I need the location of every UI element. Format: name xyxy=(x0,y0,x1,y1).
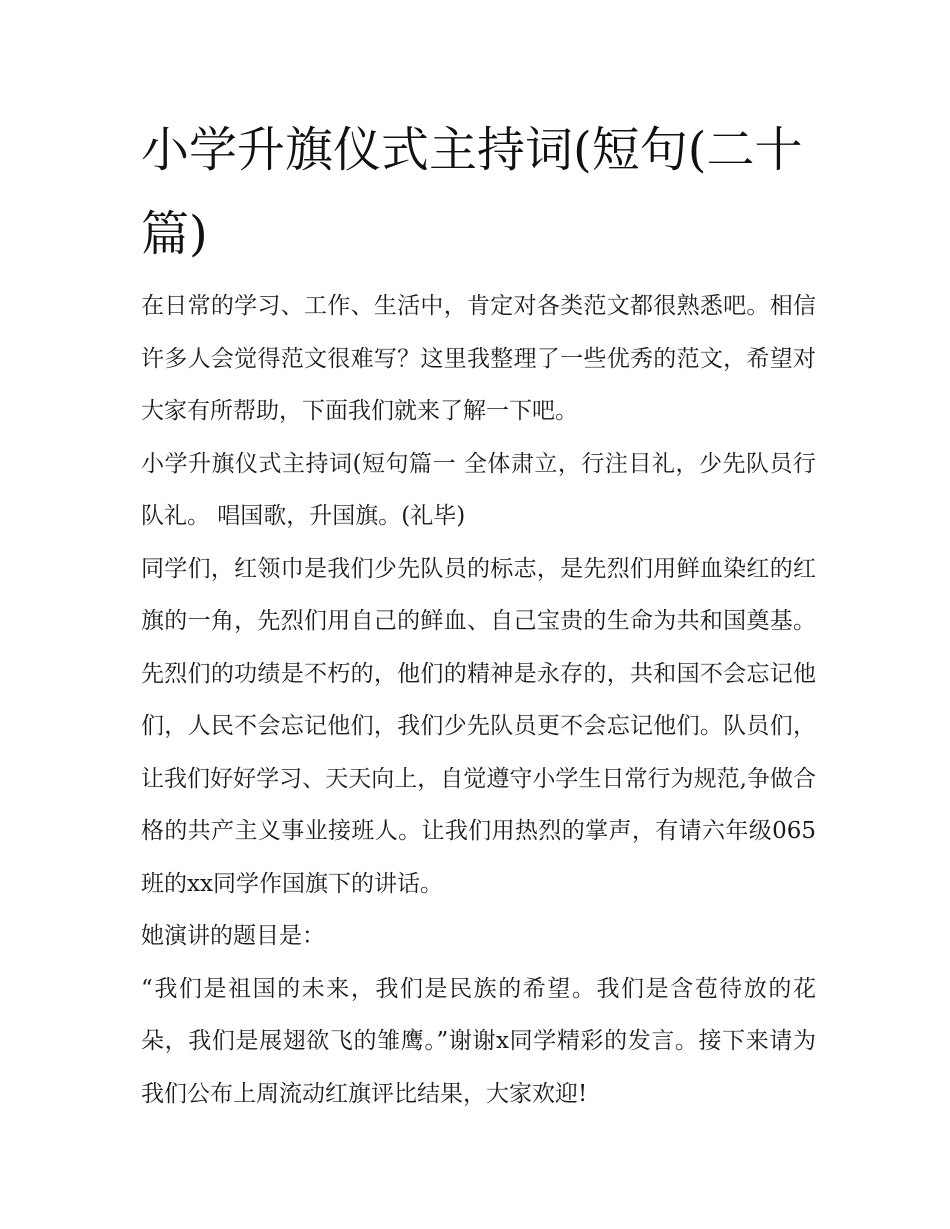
document-title: 小学升旗仪式主持词(短句(二十篇) xyxy=(141,122,803,262)
speech-topic-paragraph: 她演讲的题目是： xyxy=(141,923,325,949)
ceremony-opening-paragraph: 小学升旗仪式主持词(短句篇一 全体肃立，行注目礼，少先队员行队礼。 唱国歌，升国旗。(礼毕) xyxy=(141,450,816,529)
red-scarf-paragraph: 同学们，红领巾是我们少先队员的标志，是先烈们用鲜血染红的红旗的一角，先烈们用自己的鲜血、自己宝贵的生命为共和国奠基。先烈们的功绩是不朽的，他们的精神是永存的，共和国不会忘记他们，人民不会忘记他们，我们少先队员更不会忘记他们。队员们，让我们好好学习、天天向上，自觉遵守小学生日常行为规范,争做合格的共产主义事业接班人。让我们用热烈的掌声，有请六年级065班的xx同学作国旗下的讲话。 xyxy=(141,555,816,897)
document-body xyxy=(141,108,816,1120)
intro-paragraph: 在日常的学习、工作、生活中，肯定对各类范文都很熟悉吧。相信许多人会觉得范文很难写？这里我整理了一些优秀的范文，希望对大家有所帮助，下面我们就来了解一下吧。 xyxy=(141,293,816,424)
speech-quote-paragraph: “我们是祖国的未来，我们是民族的希望。我们是含苞待放的花朵，我们是展翅欲飞的雏鹰。”谢谢x同学精彩的发言。接下来请为我们公布上周流动红旗评比结果，大家欢迎! xyxy=(141,975,816,1107)
